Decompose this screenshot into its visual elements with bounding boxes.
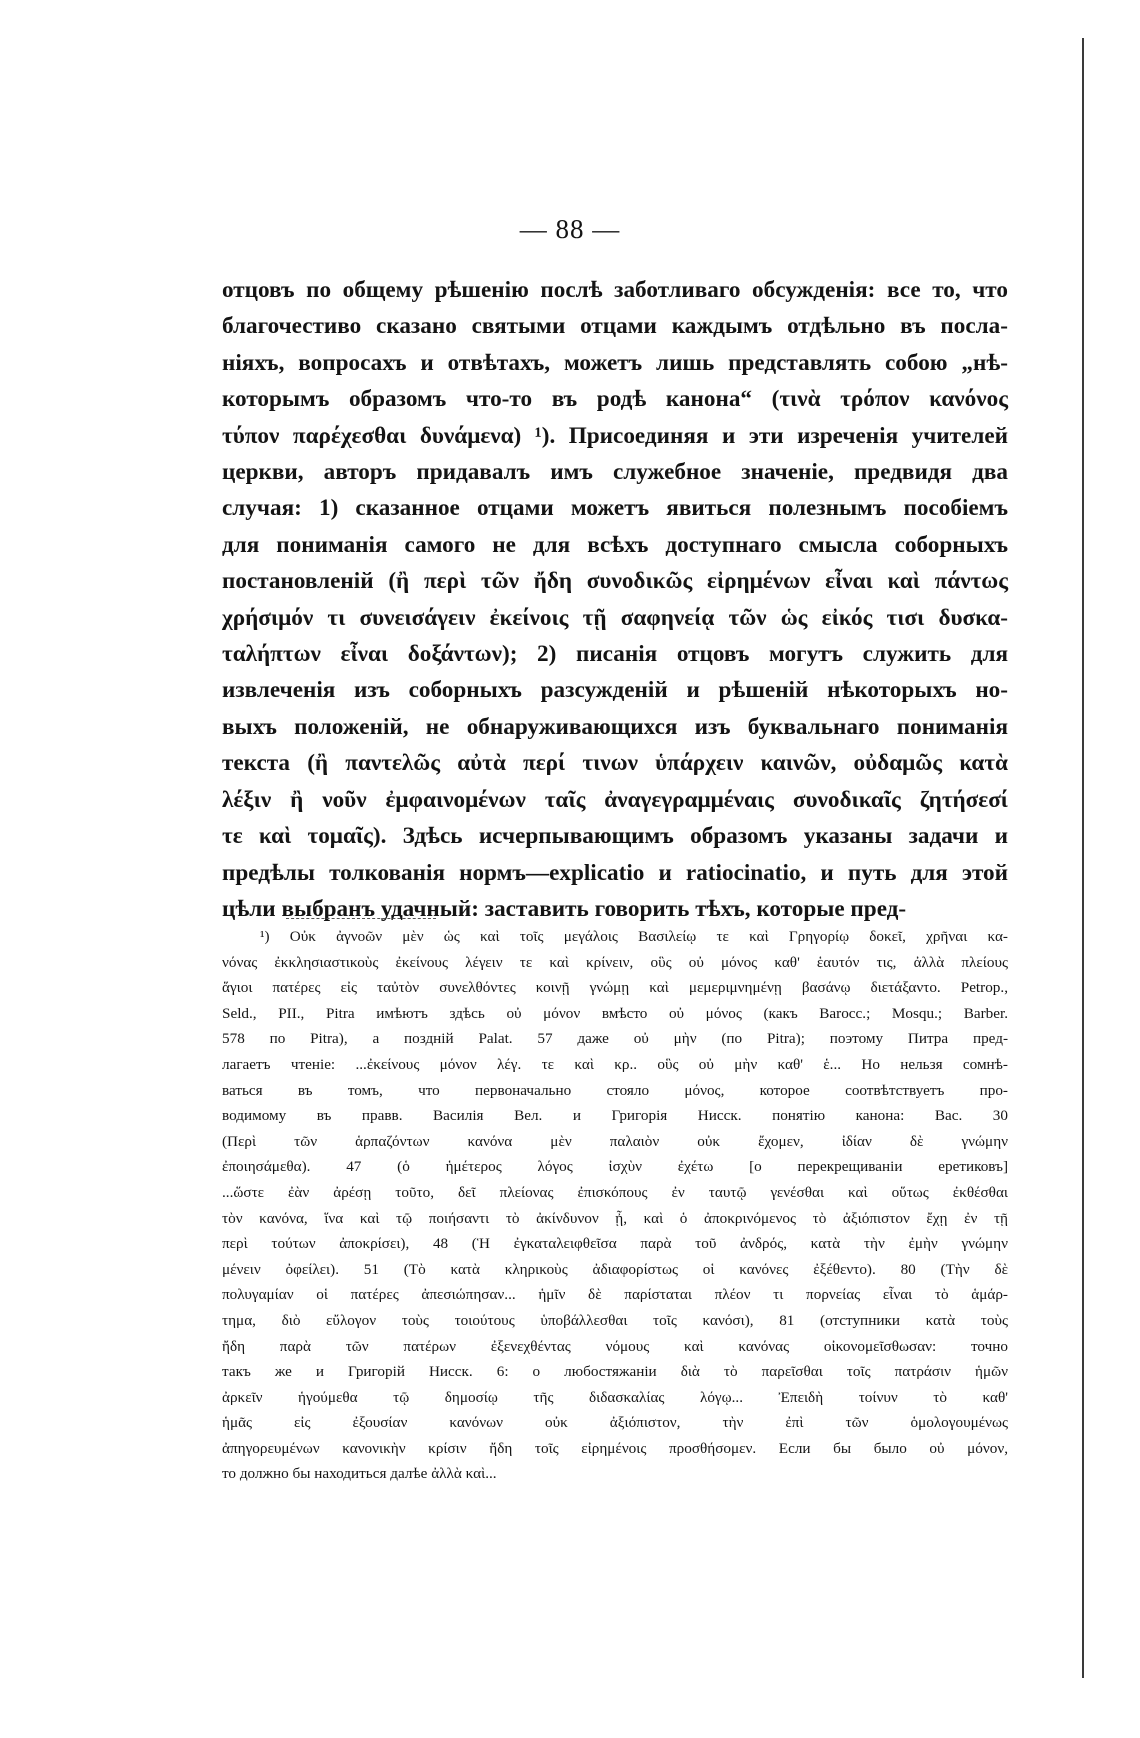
main-text-line: благочестиво сказано святыми отцами каждымъ отдѣльно въ посла- [222, 313, 1008, 340]
main-text-line: церкви, авторъ придавалъ имъ служебное значеніе, предвидя два [222, 459, 1008, 486]
main-text-line: для пониманія самого не для всѣхъ доступнаго смысла соборныхъ [222, 531, 1008, 558]
main-text-line: ταλήπτων εἶναι δοξάντων); 2) писанія отцовъ могутъ служить для [222, 641, 1008, 668]
main-text-block [222, 272, 1008, 927]
footnote-line: такъ же и Григорій Нисск. 6: о любостяжаніи διὰ τὸ παρεῖσθαι τοῖς πατράσιν ἡμῶν [222, 1363, 1008, 1381]
main-text-line: цѣли выбранъ удачный: заставить говорить тѣхъ, которые пред- [222, 895, 907, 922]
footnote-line: ἀπηγορευμένων κανονικὴν κρίσιν ἤδη τοῖς εἰρημένοις προσθήσομεν. Если бы было οὐ μόνον, [222, 1439, 1008, 1457]
main-text-line: извлеченія изъ соборныхъ разсужденій и рѣшеній нѣкоторыхъ но- [222, 677, 1008, 704]
footnotes-block [222, 924, 1008, 1487]
main-text-line: постановленій (ἢ περὶ τῶν ἤδη συνοδικῶς εἰρημένων εἶναι καὶ πάντως [222, 568, 1008, 595]
main-text-line: ніяхъ, вопросахъ и отвѣтахъ, можетъ лишь представлять собою „нѣ- [222, 349, 1008, 376]
footnote-line: περὶ τούτων ἀποκρίσει), 48 (Ἡ ἐγκαταλειφθεῖσα παρὰ τοῦ ἀνδρός, κατὰ τὴν ἐμὴν γνώμην [222, 1235, 1008, 1253]
main-text-line: χρήσιμόν τι συνεισάγειν ἐκείνοις τῇ σαφηνείᾳ τῶν ὡς εἰκός τισι δυσκα- [222, 604, 1008, 631]
footnote-line: ἐποιησάμεθα). 47 (ὁ ἡμέτερος λόγος ἰσχὺν ἐχέτω [о перекрещиваніи еретиковъ] [222, 1158, 1008, 1176]
footnote-line: лагаетъ чтеніе: ...ἐκείνους μόνον λέγ. τε καὶ κρ.. οὓς οὐ μὴν καθ' ἑ... Но нельзя сомнѣ- [222, 1055, 1008, 1073]
footnote-line: ваться въ томъ, что первоначально стояло μόνος, которое соотвѣтствуетъ про- [222, 1081, 1008, 1099]
main-text-line: выхъ положеній, не обнаруживающихся изъ буквальнаго пониманія [222, 713, 1008, 740]
footnote-line: (Περὶ τῶν ἁρπαζόντων κανόνα μὲν παλαιὸν οὐκ ἔχομεν, ἰδίαν δὲ γνώμην [222, 1132, 1008, 1150]
footnote-line: τημα, διὸ εὔλογον τοὺς τοιούτους ὑποβάλλεσθαι τοῖς κανόσι), 81 (отступники κατὰ τοὺς [222, 1311, 1008, 1329]
footnote-line: πολυγαμίαν οἱ πατέρες ἀπεσιώπησαν... ἡμῖν δὲ παρίσταται πλέον τι πορνείας εἶναι τὸ ἁμάρ- [222, 1286, 1008, 1304]
scan-edge-line [1082, 38, 1084, 1678]
footnote-line: Seld., PII., Pitra имѣютъ здѣсь οὐ μόνον вмѣсто οὐ μόνος (какъ Barocc.; Mosqu.; Barber. [222, 1004, 1008, 1022]
footnote-line: ἀρκεῖν ἡγούμεθα τῷ δημοσίῳ τῆς διδασκαλίας λόγῳ... Ἐπειδὴ τοίνυν τὸ καθ' [222, 1388, 1008, 1406]
footnote-line: νόνας ἐκκλησιαστικοὺς ἐκείνους λέγειν τε καὶ κρίνειν, οὓς οὐ μόνος καθ' ἑαυτόν τις, ἀλλὰ πλείους [222, 953, 1008, 971]
main-text-line: τε καὶ τομαῖς). Здѣсь исчерпывающимъ образомъ указаны задачи и [222, 823, 1008, 850]
page-number: — 88 — [519, 214, 621, 244]
footnote-separator [286, 918, 436, 919]
main-text-line: случая: 1) сказанное отцами можетъ явиться полезнымъ пособіемъ [222, 495, 1008, 522]
footnote-line: ἤδη παρὰ τῶν πατέρων ἐξενεχθέντας νόμους καὶ κανόνας οἰκονομεῖσθωσαν: точно [222, 1337, 1008, 1355]
footnote-line: ἅγιοι πατέρες εἰς ταὐτὸν συνελθόντες κοινῇ γνώμῃ καὶ μεμεριμνημένῃ βασάνῳ διετάξαντο. Petrop., [222, 979, 1008, 997]
main-text-line: τύπον παρέχεσθαι δυνάμενα) ¹). Присоединяя и эти изреченія учителей [222, 422, 1008, 449]
main-text-line: предѣлы толкованія нормъ—explicatio и ratiocinatio, и путь для этой [222, 859, 1008, 886]
footnote-line: μένειν ὀφείλει). 51 (Τὸ κατὰ κληρικοὺς ἀδιαφορίστως οἱ κανόνες ἐξέθεντο). 80 (Τὴν δὲ [222, 1260, 1008, 1278]
footnote-line: водимому въ правв. Василія Вел. и Григорія Нисск. понятію канона: Вас. 30 [222, 1107, 1008, 1125]
footnote-line: τὸν κανόνα, ἵνα καὶ τῷ ποιήσαντι τὸ ἀκίνδυνον ᾖ, καὶ ὁ ἀποκρινόμενος τὸ ἀξιόπιστον ἔχῃ ἐν τῇ [222, 1209, 1008, 1227]
footnote-line: ¹) Οὐκ ἀγνοῶν μὲν ὡς καὶ τοῖς μεγάλοις Βασιλείῳ τε καὶ Γρηγορίῳ δοκεῖ, χρῆναι κα- [260, 928, 1008, 945]
footnote-line: ἡμᾶς εἰς ἐξουσίαν κανόνων οὐκ ἀξιόπιστον, τὴν ἐπὶ τῶν ὁμολογουμένως [222, 1414, 1008, 1432]
main-text-line: текста (ἢ παντελῶς αὐτὰ περί τινων ὑπάρχειν καινῶν, οὐδαμῶς κατὰ [222, 750, 1008, 777]
footnote-line: то должно бы находиться далѣе ἀλλὰ καὶ... [222, 1465, 497, 1483]
footnote-line: 578 по Pitra), а поздній Palat. 57 даже οὐ μὴν (по Pitra); поэтому Питра пред- [222, 1030, 1008, 1048]
main-text-line: отцовъ по общему рѣшенію послѣ заботливаго обсужденія: все то, что [222, 277, 1008, 303]
footnote-line: ...ὥστε ἐὰν ἀρέσῃ τοῦτο, δεῖ πλείονας ἐπισκόπους ἐν ταυτῷ γενέσθαι καὶ οὕτως ἐκθέσθαι [222, 1183, 1008, 1201]
main-text-line: λέξιν ἢ νοῦν ἐμφαινομένων ταῖς ἀναγεγραμμέναις συνοδικαῖς ζητήσεσί [222, 786, 1008, 813]
main-text-line: которымъ образомъ что-то въ родѣ канона“ (τινὰ τρόπον κανόνος [222, 386, 1008, 413]
